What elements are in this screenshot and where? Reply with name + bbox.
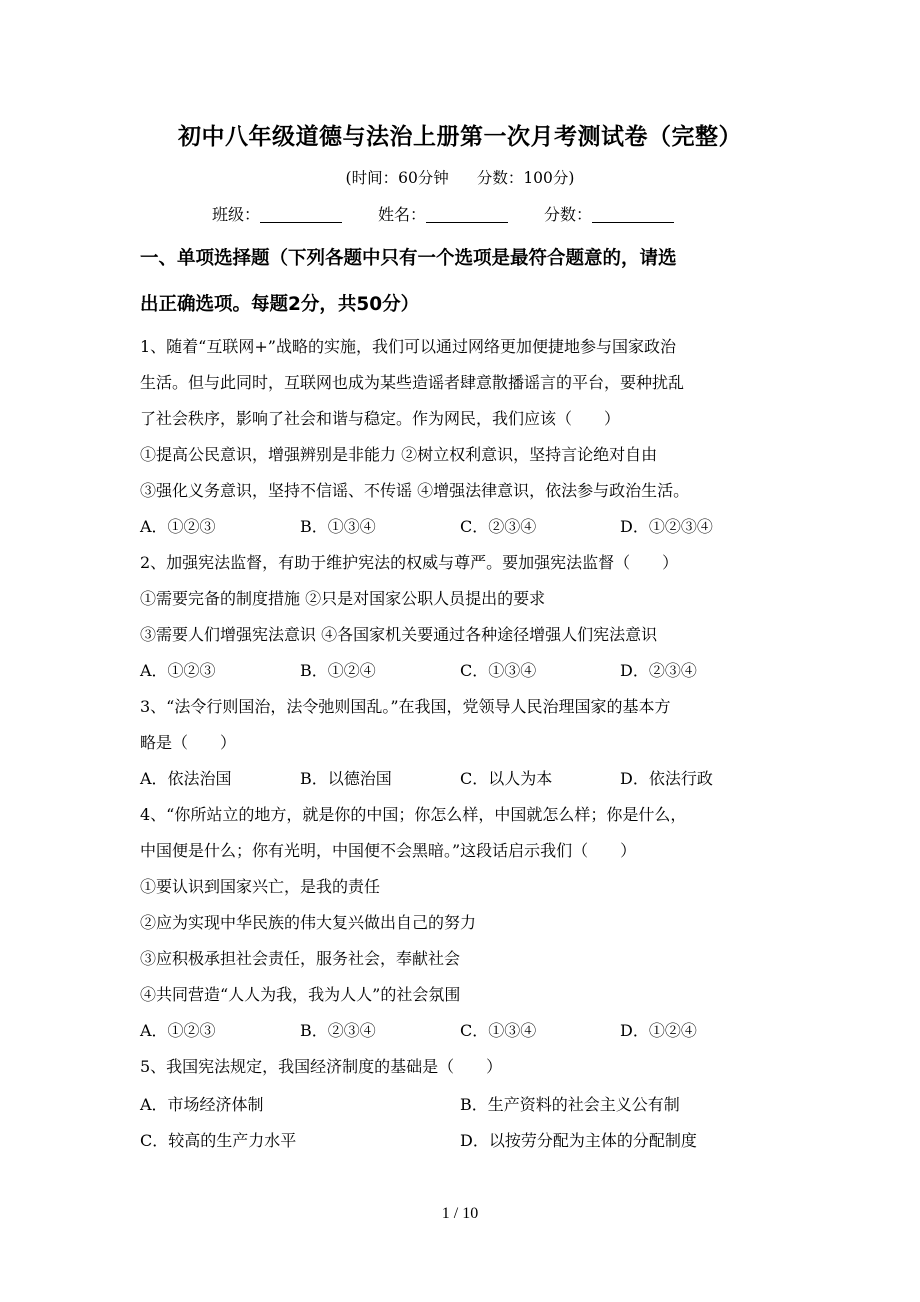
option-a: A．①②③ [140,517,216,536]
option-a: A．市场经济体制 [140,1095,264,1114]
student-info-line [212,202,674,225]
question-line: 5、我国宪法规定，我国经济制度的基础是（ ） [140,1057,503,1076]
question-line: 4、“你所站立的地方，就是你的中国；你怎么样，中国就怎么样；你是什么， [140,805,687,824]
option-b: B．以德治国 [300,769,392,788]
question-line: 了社会秩序，影响了社会和谐与稳定。作为网民，我们应该（ ） [140,409,621,428]
question-line: ①提高公民意识，增强辨别是非能力 ②树立权利意识，坚持言论绝对自由 [140,445,658,464]
option-c: C．①③④ [460,1021,537,1040]
option-d: D．以按劳分配为主体的分配制度 [460,1131,697,1150]
question-line: ①需要完备的制度措施 ②只是对国家公职人员提出的要求 [140,589,546,608]
question-line: 中国便是什么；你有光明，中国便不会黑暗。”这段话启示我们（ ） [140,841,637,860]
option-c: C．②③④ [460,517,537,536]
question-line: 3、“法令行则国治，法令弛则国乱。”在我国，党领导人民治理国家的基本方 [140,697,671,716]
question-line: ②应为实现中华民族的伟大复兴做出自己的努力 [140,913,477,932]
question-line: 略是（ ） [140,733,237,752]
question-line: 2、加强宪法监督，有助于维护宪法的权威与尊严。要加强宪法监督（ ） [140,553,679,572]
question-line: ①要认识到国家兴亡，是我的责任 [140,877,381,896]
time-text: (时间：60分钟 [345,169,449,187]
question-line: ③强化义务意识，坚持不信谣、不传谣 ④增强法律意识，依法参与政治生活。 [140,481,690,500]
section-heading-line1: 一、单项选择题（下列各题中只有一个选项是最符合题意的，请选 [140,248,677,269]
option-c: C．①③④ [460,661,537,680]
page-number: 1 / 10 [441,1205,479,1222]
option-a: A．①②③ [140,661,216,680]
exam-subtitle [0,166,920,188]
score-blank [592,206,674,223]
question-line: 1、随着“互联网+”战略的实施，我们可以通过网络更加便捷地参与国家政治 [140,337,676,356]
name-label: 姓名： [378,205,427,224]
total-score-text: 分数：100分) [476,169,575,187]
option-c: C．较高的生产力水平 [140,1131,297,1150]
option-b: B．②③④ [300,1021,376,1040]
option-a: A．依法治国 [140,769,232,788]
option-d: D．①②④ [620,1021,697,1040]
option-d: D．②③④ [620,661,697,680]
option-c: C．以人为本 [460,769,553,788]
option-b: B．①②④ [300,661,376,680]
score-label: 分数： [544,205,593,224]
option-d: D．依法行政 [620,769,713,788]
option-b: B．生产资料的社会主义公有制 [460,1095,680,1114]
class-blank [260,206,342,223]
name-blank [426,206,508,223]
class-label: 班级： [212,205,261,224]
question-line: ③需要人们增强宪法意识 ④各国家机关要通过各种途径增强人们宪法意识 [140,625,658,644]
option-b: B．①③④ [300,517,376,536]
question-line: 生活。但与此同时，互联网也成为某些造谣者肆意散播谣言的平台，要种扰乱 [140,373,685,392]
question-line: ③应积极承担社会责任，服务社会，奉献社会 [140,949,461,968]
question-line: ④共同营造“人人为我，我为人人”的社会氛围 [140,985,461,1004]
exam-title: 初中八年级道德与法治上册第一次月考测试卷（完整） [178,124,742,150]
option-d: D．①②③④ [620,517,713,536]
section-heading-line2: 出正确选项。每题2分，共50分） [140,294,420,315]
option-a: A．①②③ [140,1021,216,1040]
